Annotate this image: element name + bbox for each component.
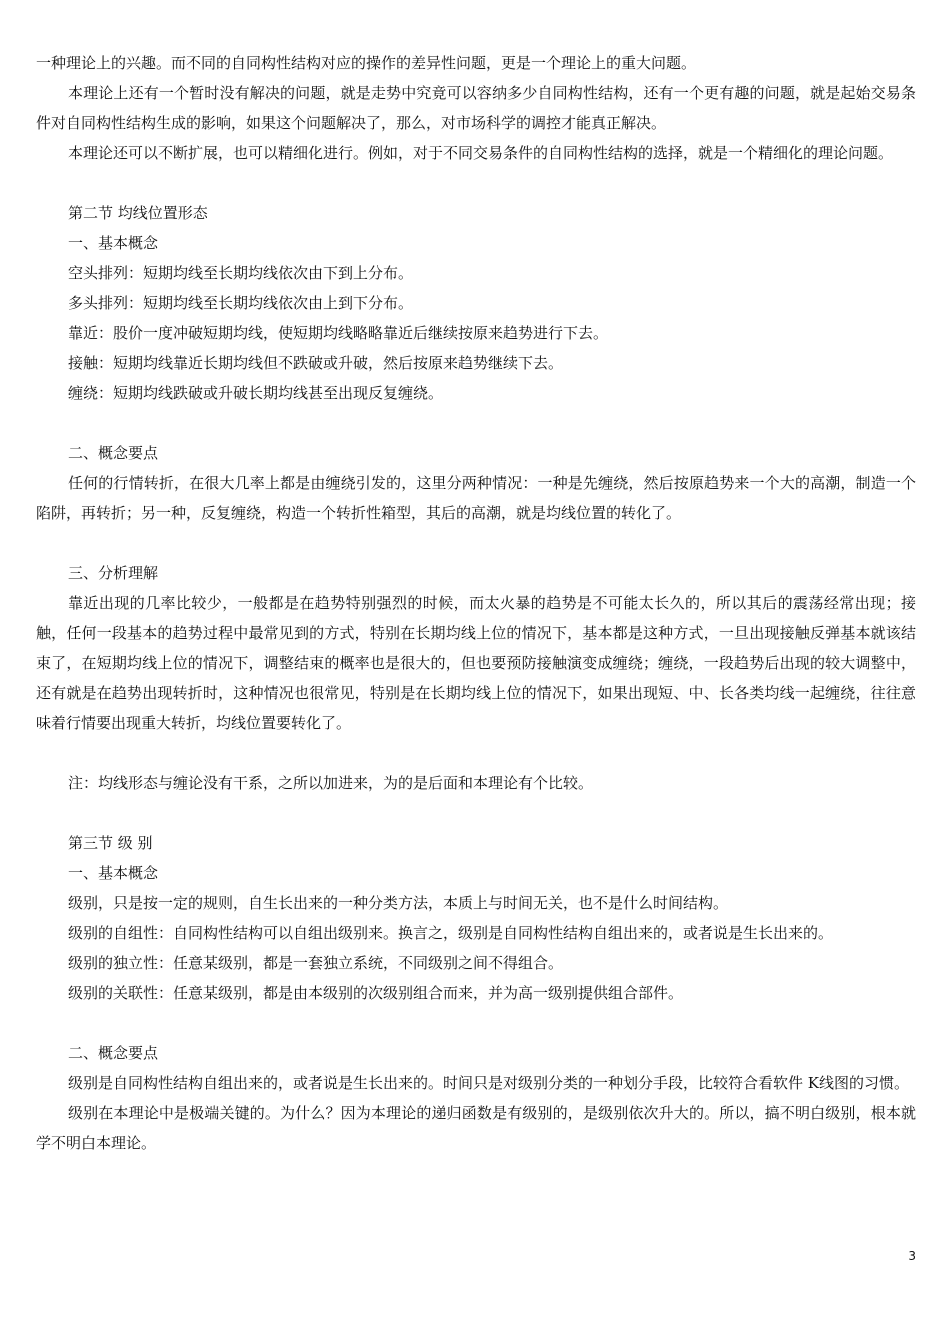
spacer [36, 798, 916, 828]
spacer [36, 1008, 916, 1038]
definition-item: 级别的关联性：任意某级别，都是由本级别的次级别组合而来，并为高一级别提供组合部件。 [68, 984, 684, 1002]
spacer [36, 168, 916, 198]
section-title: 第二节 均线位置形态 [68, 204, 208, 222]
paragraph: 靠近出现的几率比较少，一般都是在趋势特别强烈的时候，而太火暴的趋势是不可能太长久的，所以其后的震荡经常出现；接触，任何一段基本的趋势过程中最常见到的方式，特别在长期均线上位的情况下，基本都是这种方式，一旦出现接触反弹基本就该结束了，在短期均线上位的情况下，调整结束的概率也是很大的，但也要预防接触演变成缠绕；缠绕，一段趋势后出现的较大调整中，还有就是在趋势出现转折时，这种情况也很常见，特别是在长期均线上位的情况下，如果出现短、中、长各类均线一起缠绕，往往意味着行情要出现重大转折，均线位置要转化了。 [36, 594, 916, 732]
definition-item: 级别的独立性：任意某级别，都是一套独立系统，不同级别之间不得组合。 [68, 954, 564, 972]
paragraph: 本理论还可以不断扩展，也可以精细化进行。例如，对于不同交易条件的自同构性结构的选择，就是一个精细化的理论问题。 [68, 144, 894, 162]
spacer [36, 738, 916, 768]
definition-item: 空头排列：短期均线至长期均线依次由下到上分布。 [68, 264, 414, 282]
note: 注：均线形态与缠论没有干系，之所以加进来，为的是后面和本理论有个比较。 [68, 774, 594, 792]
subsection-heading: 三、分析理解 [68, 564, 159, 582]
paragraph: 任何的行情转折，在很大几率上都是由缠绕引发的，这里分两种情况：一种是先缠绕，然后按原趋势来一个大的高潮，制造一个陷阱，再转折；另一种，反复缠绕，构造一个转折性箱型，其后的高潮，就是均线位置的转化了。 [36, 474, 916, 522]
paragraph: 本理论上还有一个暂时没有解决的问题，就是走势中究竟可以容纳多少自同构性结构，还有一个更有趣的问题，就是起始交易条件对自同构性结构生成的影响，如果这个问题解决了，那么，对市场科学的调控才能真正解决。 [36, 84, 916, 132]
definition-item: 级别的自组性：自同构性结构可以自组出级别来。换言之，级别是自同构性结构自组出来的，或者说是生长出来的。 [68, 924, 834, 942]
subsection-heading: 二、概念要点 [68, 444, 159, 462]
definition-item: 靠近：股价一度冲破短期均线，使短期均线略略靠近后继续按原来趋势进行下去。 [68, 324, 609, 342]
spacer [36, 408, 916, 438]
subsection-heading: 一、基本概念 [68, 864, 159, 882]
subsection-heading: 二、概念要点 [68, 1044, 159, 1062]
page-number: 3 [908, 1249, 916, 1263]
definition-item: 接触：短期均线靠近长期均线但不跌破或升破，然后按原来趋势继续下去。 [68, 354, 564, 372]
definition-item: 缠绕：短期均线跌破或升破长期均线甚至出现反复缠绕。 [68, 384, 444, 402]
subsection-heading: 一、基本概念 [68, 234, 159, 252]
paragraph: 级别是自同构性结构自组出来的，或者说是生长出来的。时间只是对级别分类的一种划分手段，比较符合看软件 K线图的习惯。 [68, 1074, 909, 1092]
paragraph: 一种理论上的兴趣。而不同的自同构性结构对应的操作的差异性问题，更是一个理论上的重大问题。 [36, 54, 697, 72]
page-body [36, 48, 916, 1158]
spacer [36, 528, 916, 558]
paragraph: 级别在本理论中是极端关键的。为什么？因为本理论的递归函数是有级别的，是级别依次升大的。所以，搞不明白级别，根本就学不明白本理论。 [36, 1104, 916, 1152]
definition-item: 级别，只是按一定的规则，自生长出来的一种分类方法，本质上与时间无关，也不是什么时间结构。 [68, 894, 729, 912]
section-title: 第三节 级 别 [68, 834, 153, 852]
definition-item: 多头排列：短期均线至长期均线依次由上到下分布。 [68, 294, 414, 312]
